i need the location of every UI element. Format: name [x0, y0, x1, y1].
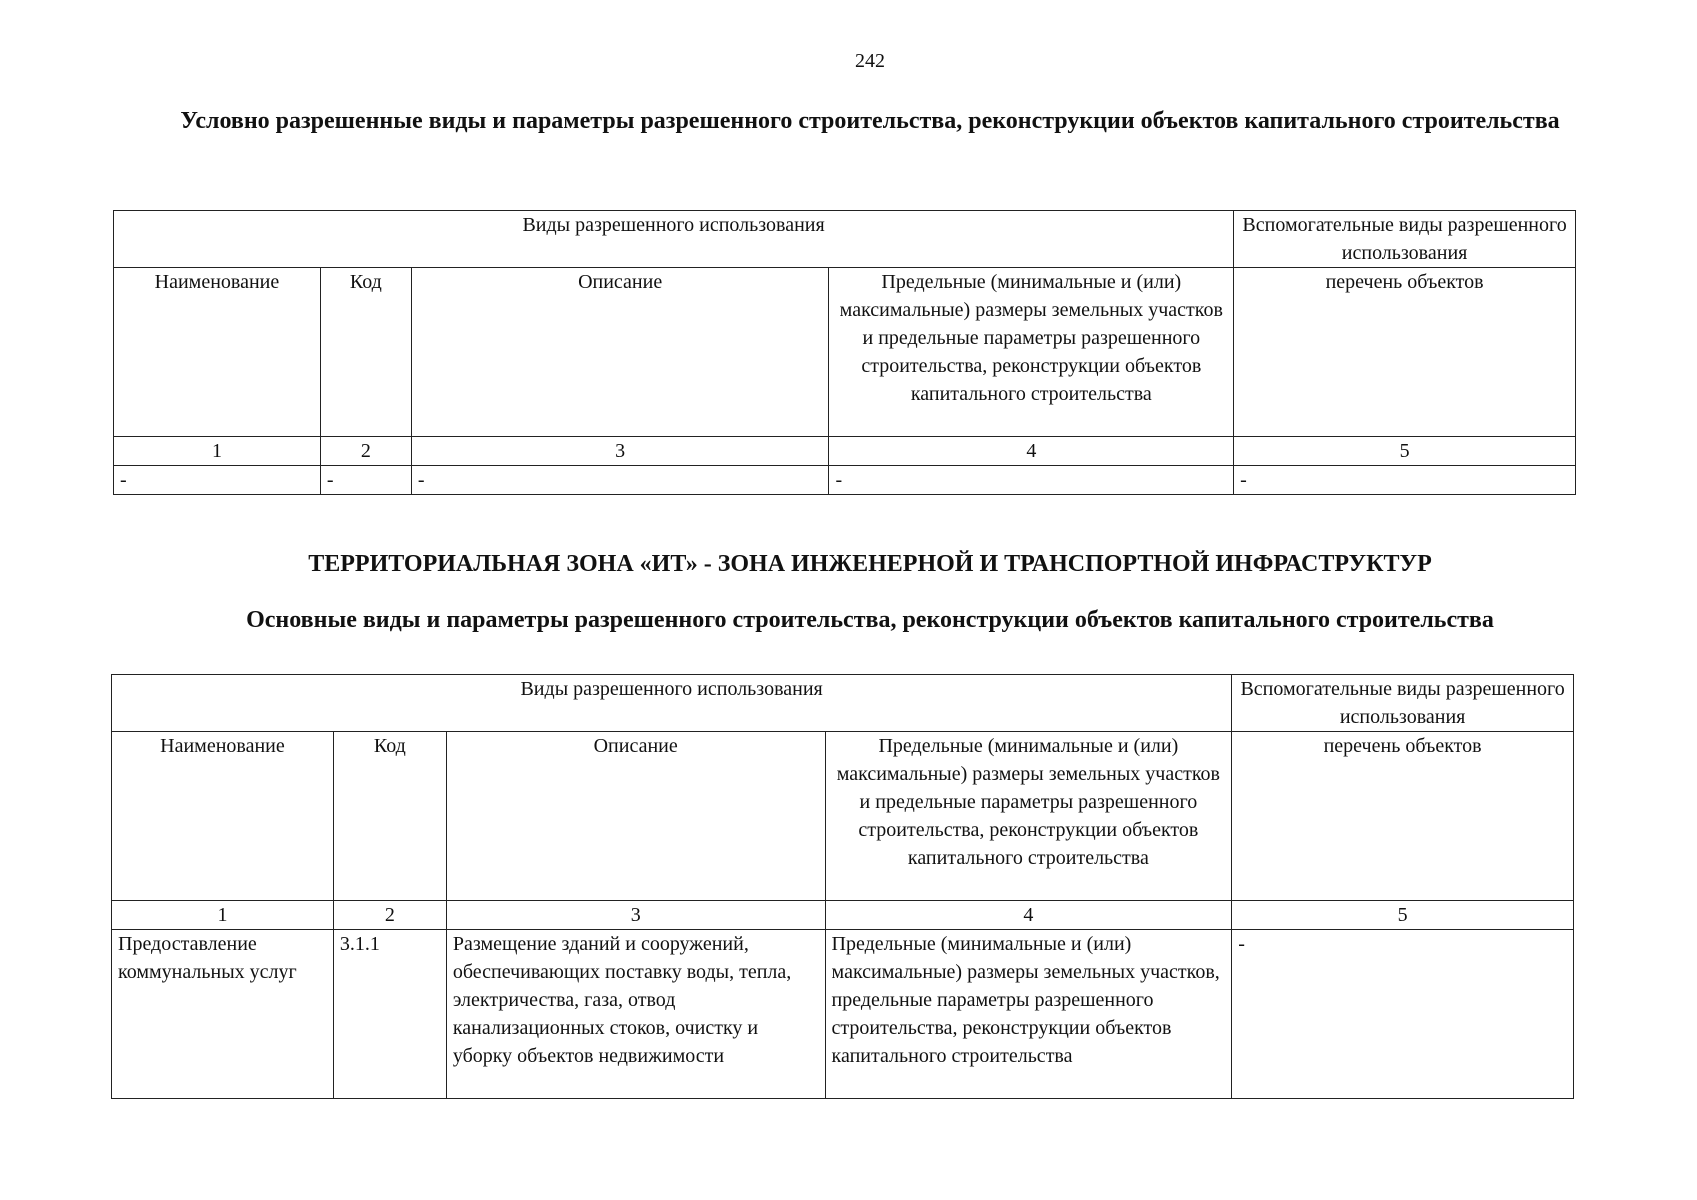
col-number: 4 — [825, 901, 1232, 930]
cell-desc: - — [411, 466, 829, 495]
cell-desc: Размещение зданий и сооружений, обеспечивающих поставку воды, тепла, электричества, газа, отвод канализационных стоков, очистку и уборку объектов недвижимости — [446, 930, 825, 1099]
table-row — [114, 466, 1576, 495]
col-number: 3 — [411, 437, 829, 466]
cell-code: - — [320, 466, 411, 495]
col-name-header: Наименование — [112, 732, 334, 901]
zone-title: ТЕРРИТОРИАЛЬНАЯ ЗОНА «ИТ» - ЗОНА ИНЖЕНЕРНОЙ И ТРАНСПОРТНОЙ ИНФРАСТРУКТУР — [308, 551, 1432, 577]
group-aux-header: Вспомогательные виды разрешенного использования — [1234, 211, 1576, 268]
col-code-header: Код — [320, 268, 411, 437]
cell-name: - — [114, 466, 321, 495]
col-number: 1 — [112, 901, 334, 930]
conditional-use-table — [113, 210, 1576, 495]
cell-name: Предоставление коммунальных услуг — [112, 930, 334, 1099]
col-number: 2 — [320, 437, 411, 466]
col-code-header: Код — [333, 732, 446, 901]
group-main-header: Виды разрешенного использования — [114, 211, 1234, 268]
page-number: 242 — [855, 50, 885, 72]
col-desc-header: Описание — [446, 732, 825, 901]
main-use-table — [111, 674, 1574, 1099]
col-desc-header: Описание — [411, 268, 829, 437]
col-number: 2 — [333, 901, 446, 930]
section1-title: Условно разрешенные виды и параметры разрешенного строительства, реконструкции объектов капитального строительства — [180, 108, 1560, 134]
col-name-header: Наименование — [114, 268, 321, 437]
col-number: 1 — [114, 437, 321, 466]
col-objects-header: перечень объектов — [1232, 732, 1574, 901]
col-number: 3 — [446, 901, 825, 930]
group-aux-header: Вспомогательные виды разрешенного использования — [1232, 675, 1574, 732]
group-main-header: Виды разрешенного использования — [112, 675, 1232, 732]
col-number: 5 — [1234, 437, 1576, 466]
col-objects-header: перечень объектов — [1234, 268, 1576, 437]
col-limits-header: Предельные (минимальные и (или) максимальные) размеры земельных участков и предельные параметры разрешенного строительства, реконструкции объектов капитального строительства — [825, 732, 1232, 901]
col-number: 5 — [1232, 901, 1574, 930]
cell-limits: Предельные (минимальные и (или) максимальные) размеры земельных участков, предельные параметры разрешенного строительства, реконструкции объектов капитального строительства — [825, 930, 1232, 1099]
section2-title: Основные виды и параметры разрешенного строительства, реконструкции объектов капитального строительства — [246, 607, 1494, 633]
table-row — [112, 930, 1574, 1099]
cell-objects: - — [1234, 466, 1576, 495]
cell-limits: - — [829, 466, 1234, 495]
cell-code: 3.1.1 — [333, 930, 446, 1099]
col-number: 4 — [829, 437, 1234, 466]
cell-objects: - — [1232, 930, 1574, 1099]
col-limits-header: Предельные (минимальные и (или) максимальные) размеры земельных участков и предельные параметры разрешенного строительства, реконструкции объектов капитального строительства — [829, 268, 1234, 437]
